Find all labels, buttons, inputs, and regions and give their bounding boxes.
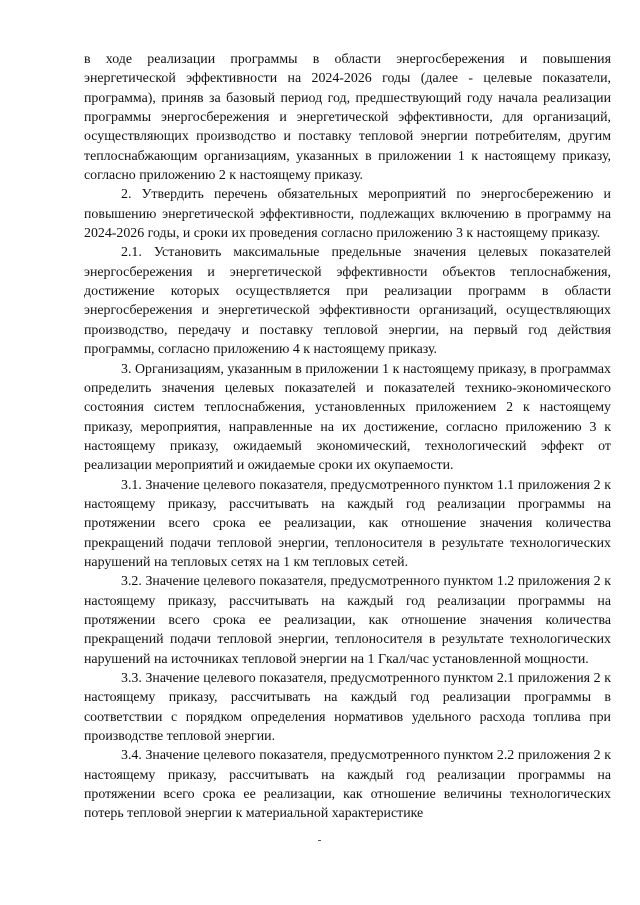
document-body <box>84 50 611 824</box>
paragraph-item-3: 3. Организациям, указанным в приложении 1 к настоящему приказу, в программах определить значения целевых показателей и показателей технико-экономического состояния систем теплоснабжения, установленных приложением 2 к настоящему приказу, мероприятия, направленные на их достижение, согласно приложению 3 к настоящему приказу, ожидаемый экономический, технологический эффект от реализации мероприятий и ожидаемые сроки их окупаемости. <box>84 361 611 474</box>
paragraph-item-3-2: 3.2. Значение целевого показателя, предусмотренного пунктом 1.2 приложения 2 к настоящему приказу, рассчитывать на каждый год реализации программы на протяжении всего срока ее реализации, как отношение значения количества прекращений подачи тепловой энергии, теплоносителя в результате технологических нарушений на источниках тепловой энергии на 1 Гкал/час установленной мощности. <box>84 574 611 667</box>
scan-speck <box>318 840 321 841</box>
paragraph-item-3-1: 3.1. Значение целевого показателя, предусмотренного пунктом 1.1 приложения 2 к настоящему приказу, рассчитывать на каждый год реализации программы на протяжении всего срока ее реализации, как отношение значения количества прекращений подачи тепловой энергии, теплоносителя в результате технологических нарушений на тепловых сетях на 1 км тепловых сетей. <box>84 477 611 570</box>
paragraph-item-2-1: 2.1. Установить максимальные предельные значения целевых показателей энергосбережения и энергетической эффективности объектов теплоснабжения, достижение которых осуществляется при реализации программ в области энергосбережения и энергетической эффективности организаций, осуществляющих производство, передачу и поставку тепловой энергии, на первый год действия программы, согласно приложению 4 к настоящему приказу. <box>84 245 611 358</box>
paragraph-item-2: 2. Утвердить перечень обязательных мероприятий по энергосбережению и повышению энергетической эффективности, подлежащих включению в программу на 2024-2026 годы, и сроки их проведения согласно приложению 3 к настоящему приказу. <box>84 187 611 242</box>
paragraph-item-3-4: 3.4. Значение целевого показателя, предусмотренного пунктом 2.2 приложения 2 к настоящему приказу, рассчитывать на каждый год реализации программы на протяжении всего срока ее реализации, как отношение величины технологических потерь тепловой энергии к материальной характеристике <box>84 748 611 822</box>
paragraph-item-3-3: 3.3. Значение целевого показателя, предусмотренного пунктом 2.1 приложения 2 к настоящему приказу, рассчитывать на каждый год реализации программы в соответствии с порядком определения нормативов удельного расхода топлива при производстве тепловой энергии. <box>84 671 611 745</box>
paragraph-target-indicators: в ходе реализации программы в области энергосбережения и повышения энергетической эффективности на 2024-2026 годы (далее - целевые показатели, программа), приняв за базовый период год, предшествующий году начала реализации программы энергосбережения и энергетической эффективности, для организаций, осуществляющих производство и поставку тепловой энергии потребителям, другим теплоснабжающим организациям, указанных в приложении 1 к настоящему приказу, согласно приложению 2 к настоящему приказу. <box>84 52 611 184</box>
